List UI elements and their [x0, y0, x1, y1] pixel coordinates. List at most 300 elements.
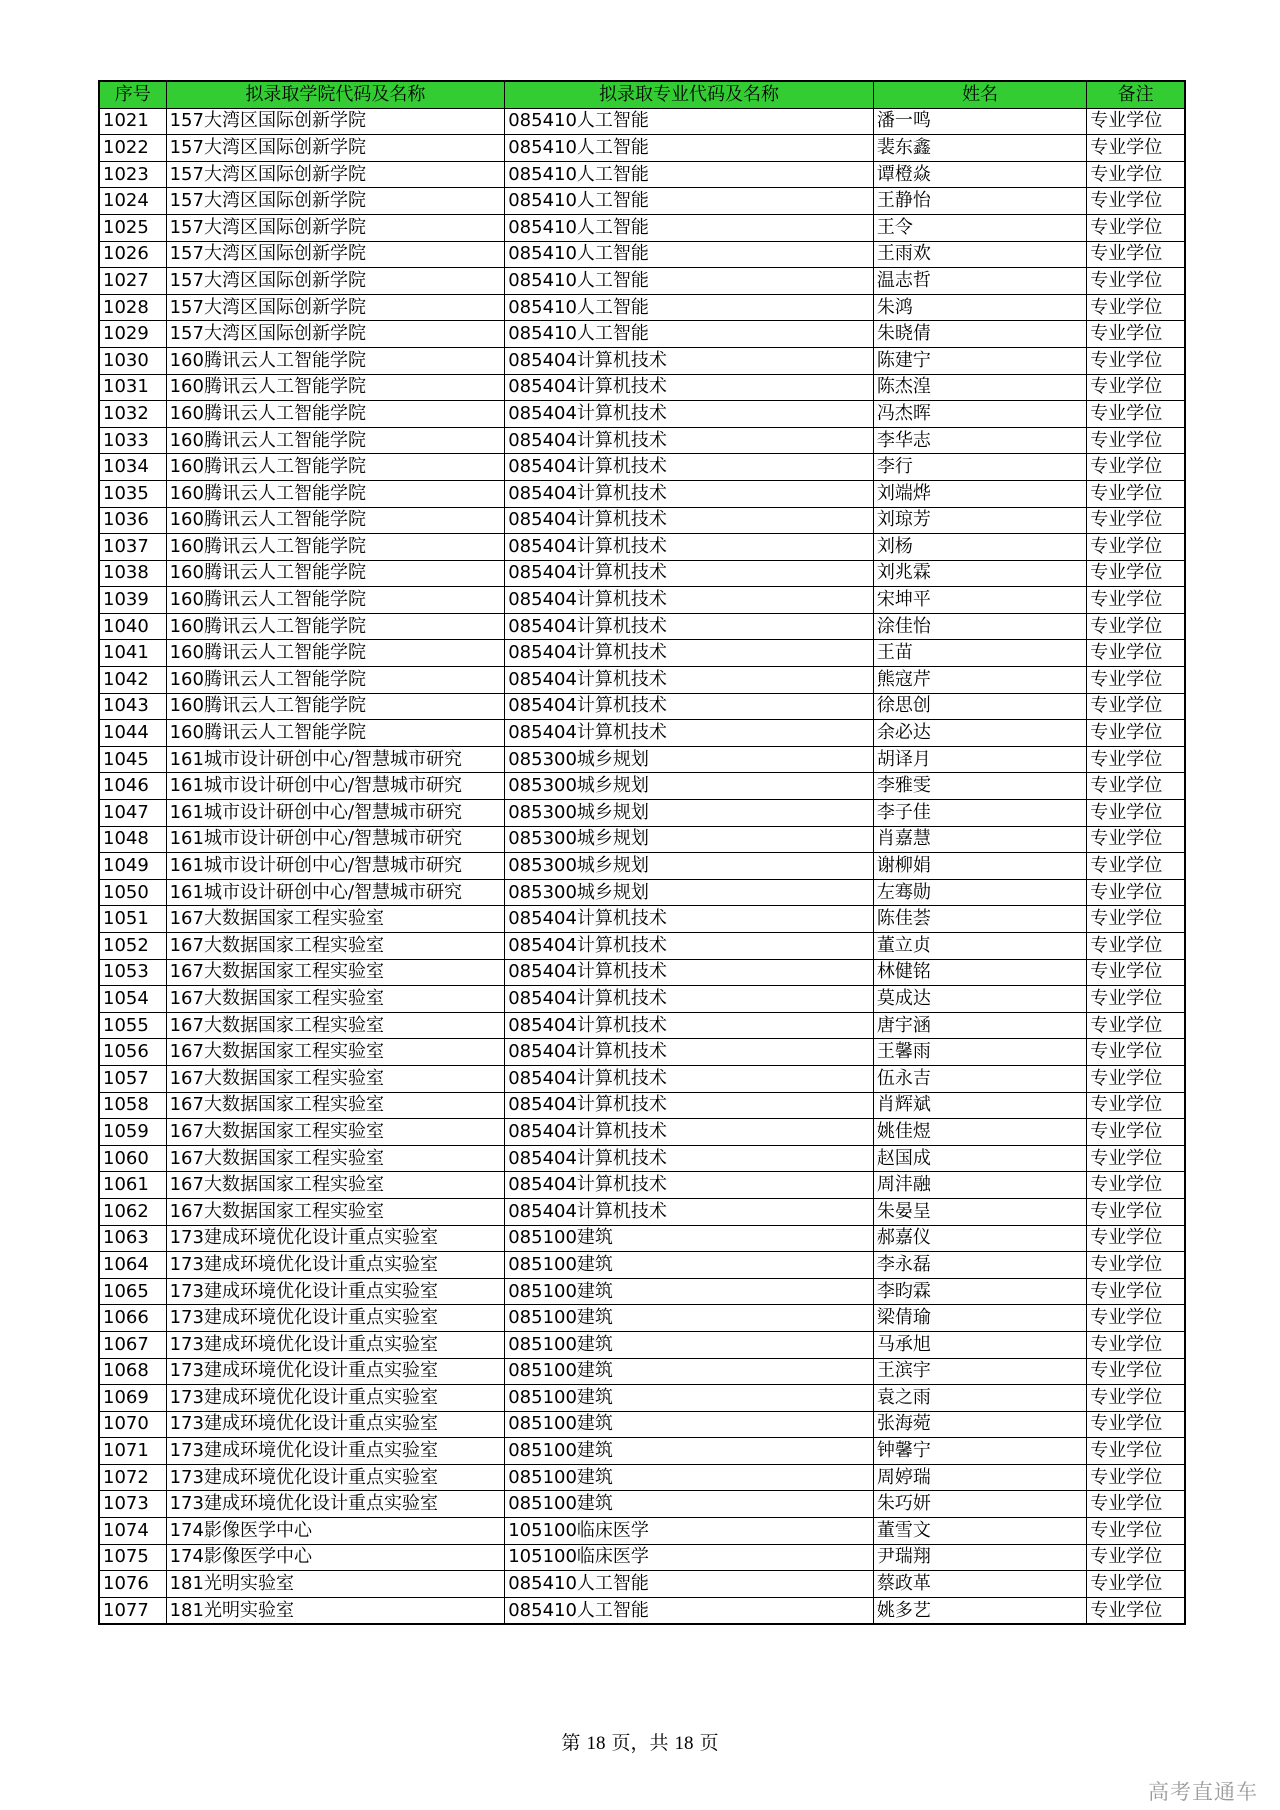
cell-name: 左骞勋: [873, 879, 1086, 906]
cell-note: 专业学位: [1087, 214, 1185, 241]
cell-major: 085100建筑: [505, 1331, 874, 1358]
cell-college: 174影像医学中心: [166, 1518, 505, 1545]
table-row: [99, 374, 1185, 401]
admission-table: [98, 80, 1186, 1625]
cell-seq: 1071: [99, 1438, 166, 1465]
cell-college: 161城市设计研创中心/智慧城市研究: [166, 800, 505, 827]
cell-college: 167大数据国家工程实验室: [166, 1092, 505, 1119]
cell-note: 专业学位: [1087, 1092, 1185, 1119]
cell-note: 专业学位: [1087, 906, 1185, 933]
cell-college: 160腾讯云人工智能学院: [166, 427, 505, 454]
cell-note: 专业学位: [1087, 1385, 1185, 1412]
cell-name: 王苗: [873, 640, 1086, 667]
cell-major: 085410人工智能: [505, 1571, 874, 1598]
table-row: [99, 1225, 1185, 1252]
watermark-text: 高考直通车: [1148, 1780, 1258, 1804]
cell-college: 160腾讯云人工智能学院: [166, 454, 505, 481]
table-body: [99, 108, 1185, 1624]
cell-name: 裴东鑫: [873, 135, 1086, 162]
cell-major: 085404计算机技术: [505, 613, 874, 640]
cell-note: 专业学位: [1087, 294, 1185, 321]
cell-major: 085100建筑: [505, 1225, 874, 1252]
cell-name: 莫成达: [873, 986, 1086, 1013]
table-row: [99, 986, 1185, 1013]
cell-note: 专业学位: [1087, 773, 1185, 800]
table-row: [99, 214, 1185, 241]
cell-major: 085404计算机技术: [505, 1145, 874, 1172]
table-row: [99, 640, 1185, 667]
cell-seq: 1037: [99, 534, 166, 561]
cell-major: 085404计算机技术: [505, 480, 874, 507]
cell-seq: 1065: [99, 1278, 166, 1305]
cell-seq: 1076: [99, 1571, 166, 1598]
cell-college: 167大数据国家工程实验室: [166, 933, 505, 960]
table-row: [99, 959, 1185, 986]
cell-major: 085404计算机技术: [505, 587, 874, 614]
cell-college: 161城市设计研创中心/智慧城市研究: [166, 746, 505, 773]
cell-college: 157大湾区国际创新学院: [166, 241, 505, 268]
cell-name: 陈建宁: [873, 347, 1086, 374]
table-row: [99, 161, 1185, 188]
cell-college: 160腾讯云人工智能学院: [166, 667, 505, 694]
cell-note: 专业学位: [1087, 374, 1185, 401]
cell-college: 174影像医学中心: [166, 1544, 505, 1571]
cell-note: 专业学位: [1087, 853, 1185, 880]
cell-name: 谭橙焱: [873, 161, 1086, 188]
table-row: [99, 1518, 1185, 1545]
cell-note: 专业学位: [1087, 667, 1185, 694]
table-row: [99, 1198, 1185, 1225]
cell-name: 刘杨: [873, 534, 1086, 561]
cell-seq: 1063: [99, 1225, 166, 1252]
cell-major: 085410人工智能: [505, 268, 874, 295]
cell-seq: 1058: [99, 1092, 166, 1119]
cell-college: 173建成环境优化设计重点实验室: [166, 1491, 505, 1518]
cell-note: 专业学位: [1087, 1012, 1185, 1039]
cell-major: 085410人工智能: [505, 214, 874, 241]
table-row: [99, 507, 1185, 534]
cell-seq: 1033: [99, 427, 166, 454]
cell-seq: 1068: [99, 1358, 166, 1385]
cell-college: 167大数据国家工程实验室: [166, 1145, 505, 1172]
cell-college: 173建成环境优化设计重点实验室: [166, 1225, 505, 1252]
cell-note: 专业学位: [1087, 560, 1185, 587]
cell-major: 085404计算机技术: [505, 427, 874, 454]
cell-seq: 1043: [99, 693, 166, 720]
cell-major: 085404计算机技术: [505, 401, 874, 428]
cell-major: 085300城乡规划: [505, 746, 874, 773]
cell-major: 085404计算机技术: [505, 374, 874, 401]
table-row: [99, 1305, 1185, 1332]
cell-college: 173建成环境优化设计重点实验室: [166, 1411, 505, 1438]
table-row: [99, 1385, 1185, 1412]
cell-seq: 1061: [99, 1172, 166, 1199]
cell-major: 085404计算机技术: [505, 560, 874, 587]
cell-name: 潘一鸣: [873, 108, 1086, 135]
cell-note: 专业学位: [1087, 427, 1185, 454]
cell-seq: 1050: [99, 879, 166, 906]
cell-seq: 1056: [99, 1039, 166, 1066]
cell-note: 专业学位: [1087, 1172, 1185, 1199]
cell-college: 173建成环境优化设计重点实验室: [166, 1464, 505, 1491]
cell-note: 专业学位: [1087, 1198, 1185, 1225]
cell-note: 专业学位: [1087, 933, 1185, 960]
cell-seq: 1074: [99, 1518, 166, 1545]
cell-name: 涂佳怡: [873, 613, 1086, 640]
cell-major: 085404计算机技术: [505, 933, 874, 960]
cell-major: 085404计算机技术: [505, 1172, 874, 1199]
cell-major: 085404计算机技术: [505, 693, 874, 720]
cell-name: 董雪文: [873, 1518, 1086, 1545]
cell-note: 专业学位: [1087, 1464, 1185, 1491]
cell-major: 085100建筑: [505, 1438, 874, 1465]
table-row: [99, 454, 1185, 481]
cell-note: 专业学位: [1087, 241, 1185, 268]
cell-major: 085300城乡规划: [505, 800, 874, 827]
cell-seq: 1073: [99, 1491, 166, 1518]
cell-major: 085410人工智能: [505, 108, 874, 135]
cell-college: 157大湾区国际创新学院: [166, 294, 505, 321]
cell-note: 专业学位: [1087, 1252, 1185, 1279]
cell-college: 173建成环境优化设计重点实验室: [166, 1278, 505, 1305]
cell-college: 161城市设计研创中心/智慧城市研究: [166, 773, 505, 800]
cell-note: 专业学位: [1087, 1305, 1185, 1332]
cell-major: 085300城乡规划: [505, 773, 874, 800]
cell-note: 专业学位: [1087, 1331, 1185, 1358]
header-name: 姓名: [873, 81, 1086, 108]
header-college: 拟录取学院代码及名称: [166, 81, 505, 108]
cell-note: 专业学位: [1087, 1065, 1185, 1092]
footer-total-pages: 18: [674, 1733, 694, 1754]
cell-college: 181光明实验室: [166, 1571, 505, 1598]
cell-seq: 1057: [99, 1065, 166, 1092]
cell-note: 专业学位: [1087, 1438, 1185, 1465]
cell-seq: 1036: [99, 507, 166, 534]
cell-seq: 1051: [99, 906, 166, 933]
cell-name: 陈佳荟: [873, 906, 1086, 933]
cell-name: 刘兆霖: [873, 560, 1086, 587]
cell-name: 马承旭: [873, 1331, 1086, 1358]
cell-seq: 1044: [99, 720, 166, 747]
cell-name: 赵国成: [873, 1145, 1086, 1172]
cell-college: 160腾讯云人工智能学院: [166, 507, 505, 534]
table-row: [99, 613, 1185, 640]
table-row: [99, 1145, 1185, 1172]
cell-major: 085100建筑: [505, 1464, 874, 1491]
cell-note: 专业学位: [1087, 188, 1185, 215]
cell-note: 专业学位: [1087, 1544, 1185, 1571]
cell-note: 专业学位: [1087, 746, 1185, 773]
cell-seq: 1072: [99, 1464, 166, 1491]
table-row: [99, 241, 1185, 268]
cell-name: 王静怡: [873, 188, 1086, 215]
table-row: [99, 1278, 1185, 1305]
cell-name: 谢柳娟: [873, 853, 1086, 880]
table-row: [99, 294, 1185, 321]
cell-college: 161城市设计研创中心/智慧城市研究: [166, 853, 505, 880]
cell-seq: 1046: [99, 773, 166, 800]
cell-seq: 1022: [99, 135, 166, 162]
cell-major: 085410人工智能: [505, 161, 874, 188]
cell-college: 167大数据国家工程实验室: [166, 1119, 505, 1146]
cell-name: 王滨宇: [873, 1358, 1086, 1385]
cell-college: 160腾讯云人工智能学院: [166, 640, 505, 667]
cell-major: 085410人工智能: [505, 294, 874, 321]
cell-note: 专业学位: [1087, 534, 1185, 561]
cell-note: 专业学位: [1087, 613, 1185, 640]
cell-seq: 1060: [99, 1145, 166, 1172]
cell-seq: 1045: [99, 746, 166, 773]
cell-college: 157大湾区国际创新学院: [166, 161, 505, 188]
table-row: [99, 906, 1185, 933]
cell-note: 专业学位: [1087, 640, 1185, 667]
cell-name: 肖辉斌: [873, 1092, 1086, 1119]
cell-major: 085300城乡规划: [505, 879, 874, 906]
cell-name: 余必达: [873, 720, 1086, 747]
cell-college: 161城市设计研创中心/智慧城市研究: [166, 879, 505, 906]
cell-seq: 1066: [99, 1305, 166, 1332]
cell-college: 160腾讯云人工智能学院: [166, 693, 505, 720]
cell-seq: 1026: [99, 241, 166, 268]
cell-seq: 1030: [99, 347, 166, 374]
table-row: [99, 1571, 1185, 1598]
table-row: [99, 746, 1185, 773]
cell-college: 157大湾区国际创新学院: [166, 321, 505, 348]
cell-note: 专业学位: [1087, 108, 1185, 135]
footer-prefix: 第: [561, 1732, 587, 1754]
table-row: [99, 268, 1185, 295]
cell-name: 温志哲: [873, 268, 1086, 295]
table-row: [99, 321, 1185, 348]
cell-seq: 1075: [99, 1544, 166, 1571]
cell-note: 专业学位: [1087, 693, 1185, 720]
cell-note: 专业学位: [1087, 1597, 1185, 1624]
table-row: [99, 1491, 1185, 1518]
cell-college: 173建成环境优化设计重点实验室: [166, 1438, 505, 1465]
cell-seq: 1047: [99, 800, 166, 827]
footer-suffix: 页: [693, 1732, 719, 1754]
cell-name: 林健铭: [873, 959, 1086, 986]
table-row: [99, 347, 1185, 374]
cell-college: 160腾讯云人工智能学院: [166, 401, 505, 428]
cell-seq: 1042: [99, 667, 166, 694]
cell-name: 朱巧妍: [873, 1491, 1086, 1518]
table-row: [99, 427, 1185, 454]
cell-name: 周婷瑞: [873, 1464, 1086, 1491]
cell-major: 085404计算机技术: [505, 454, 874, 481]
cell-major: 085100建筑: [505, 1385, 874, 1412]
cell-note: 专业学位: [1087, 587, 1185, 614]
cell-seq: 1069: [99, 1385, 166, 1412]
cell-major: 085404计算机技术: [505, 347, 874, 374]
cell-note: 专业学位: [1087, 986, 1185, 1013]
cell-major: 105100临床医学: [505, 1544, 874, 1571]
cell-note: 专业学位: [1087, 826, 1185, 853]
cell-note: 专业学位: [1087, 268, 1185, 295]
cell-note: 专业学位: [1087, 1358, 1185, 1385]
cell-note: 专业学位: [1087, 401, 1185, 428]
table-row: [99, 800, 1185, 827]
cell-seq: 1048: [99, 826, 166, 853]
cell-seq: 1027: [99, 268, 166, 295]
cell-major: 085100建筑: [505, 1278, 874, 1305]
cell-name: 胡译月: [873, 746, 1086, 773]
cell-note: 专业学位: [1087, 1225, 1185, 1252]
cell-name: 朱晏呈: [873, 1198, 1086, 1225]
cell-college: 167大数据国家工程实验室: [166, 1065, 505, 1092]
cell-major: 085404计算机技术: [505, 1012, 874, 1039]
cell-note: 专业学位: [1087, 454, 1185, 481]
cell-name: 冯杰晖: [873, 401, 1086, 428]
table-row: [99, 667, 1185, 694]
cell-seq: 1062: [99, 1198, 166, 1225]
cell-seq: 1039: [99, 587, 166, 614]
cell-major: 085300城乡规划: [505, 826, 874, 853]
cell-seq: 1021: [99, 108, 166, 135]
cell-college: 173建成环境优化设计重点实验室: [166, 1385, 505, 1412]
cell-seq: 1040: [99, 613, 166, 640]
cell-college: 161城市设计研创中心/智慧城市研究: [166, 826, 505, 853]
cell-note: 专业学位: [1087, 1119, 1185, 1146]
cell-seq: 1054: [99, 986, 166, 1013]
table-row: [99, 720, 1185, 747]
cell-major: 085404计算机技术: [505, 986, 874, 1013]
cell-college: 167大数据国家工程实验室: [166, 906, 505, 933]
cell-name: 袁之雨: [873, 1385, 1086, 1412]
cell-major: 085404计算机技术: [505, 720, 874, 747]
cell-major: 085404计算机技术: [505, 534, 874, 561]
cell-college: 167大数据国家工程实验室: [166, 959, 505, 986]
cell-major: 085404计算机技术: [505, 1039, 874, 1066]
cell-name: 张海菀: [873, 1411, 1086, 1438]
cell-college: 173建成环境优化设计重点实验室: [166, 1358, 505, 1385]
cell-note: 专业学位: [1087, 800, 1185, 827]
cell-name: 王馨雨: [873, 1039, 1086, 1066]
cell-major: 085100建筑: [505, 1252, 874, 1279]
table-row: [99, 1464, 1185, 1491]
cell-seq: 1067: [99, 1331, 166, 1358]
cell-college: 173建成环境优化设计重点实验室: [166, 1252, 505, 1279]
cell-major: 085404计算机技术: [505, 507, 874, 534]
table-row: [99, 560, 1185, 587]
cell-college: 173建成环境优化设计重点实验室: [166, 1305, 505, 1332]
cell-major: 085404计算机技术: [505, 667, 874, 694]
cell-major: 085410人工智能: [505, 188, 874, 215]
table-row: [99, 108, 1185, 135]
table-row: [99, 1252, 1185, 1279]
cell-seq: 1077: [99, 1597, 166, 1624]
cell-name: 董立贞: [873, 933, 1086, 960]
cell-college: 160腾讯云人工智能学院: [166, 534, 505, 561]
cell-seq: 1064: [99, 1252, 166, 1279]
table-row: [99, 879, 1185, 906]
cell-note: 专业学位: [1087, 1491, 1185, 1518]
cell-college: 167大数据国家工程实验室: [166, 986, 505, 1013]
cell-college: 160腾讯云人工智能学院: [166, 374, 505, 401]
table-row: [99, 1331, 1185, 1358]
cell-major: 085410人工智能: [505, 1597, 874, 1624]
cell-name: 王令: [873, 214, 1086, 241]
cell-name: 李永磊: [873, 1252, 1086, 1279]
cell-name: 朱鸿: [873, 294, 1086, 321]
cell-seq: 1049: [99, 853, 166, 880]
cell-major: 085410人工智能: [505, 135, 874, 162]
cell-major: 085404计算机技术: [505, 1065, 874, 1092]
cell-name: 熊寇芹: [873, 667, 1086, 694]
table-row: [99, 933, 1185, 960]
cell-name: 蔡政革: [873, 1571, 1086, 1598]
page-footer: [0, 1728, 1280, 1755]
cell-name: 李子佳: [873, 800, 1086, 827]
table-row: [99, 773, 1185, 800]
cell-major: 085100建筑: [505, 1411, 874, 1438]
cell-name: 尹瑞翔: [873, 1544, 1086, 1571]
cell-college: 157大湾区国际创新学院: [166, 268, 505, 295]
cell-college: 167大数据国家工程实验室: [166, 1012, 505, 1039]
cell-name: 钟馨宁: [873, 1438, 1086, 1465]
table-row: [99, 1172, 1185, 1199]
cell-note: 专业学位: [1087, 959, 1185, 986]
cell-college: 173建成环境优化设计重点实验室: [166, 1331, 505, 1358]
table-row: [99, 693, 1185, 720]
cell-seq: 1029: [99, 321, 166, 348]
cell-major: 085404计算机技术: [505, 1119, 874, 1146]
header-row: [99, 81, 1185, 108]
cell-seq: 1052: [99, 933, 166, 960]
table-row: [99, 534, 1185, 561]
cell-name: 伍永吉: [873, 1065, 1086, 1092]
cell-major: 085100建筑: [505, 1358, 874, 1385]
cell-major: 085300城乡规划: [505, 853, 874, 880]
table-row: [99, 587, 1185, 614]
cell-college: 157大湾区国际创新学院: [166, 188, 505, 215]
cell-note: 专业学位: [1087, 1411, 1185, 1438]
table-row: [99, 188, 1185, 215]
cell-note: 专业学位: [1087, 1571, 1185, 1598]
table-row: [99, 1411, 1185, 1438]
cell-name: 姚佳煜: [873, 1119, 1086, 1146]
cell-note: 专业学位: [1087, 480, 1185, 507]
table-row: [99, 1065, 1185, 1092]
cell-name: 宋坤平: [873, 587, 1086, 614]
cell-college: 157大湾区国际创新学院: [166, 108, 505, 135]
cell-college: 157大湾区国际创新学院: [166, 135, 505, 162]
cell-name: 姚多艺: [873, 1597, 1086, 1624]
cell-college: 160腾讯云人工智能学院: [166, 587, 505, 614]
cell-seq: 1035: [99, 480, 166, 507]
table-row: [99, 826, 1185, 853]
cell-name: 李雅雯: [873, 773, 1086, 800]
table-row: [99, 1092, 1185, 1119]
cell-college: 167大数据国家工程实验室: [166, 1039, 505, 1066]
cell-major: 085410人工智能: [505, 241, 874, 268]
cell-name: 刘端烨: [873, 480, 1086, 507]
table-row: [99, 1039, 1185, 1066]
cell-seq: 1038: [99, 560, 166, 587]
cell-seq: 1070: [99, 1411, 166, 1438]
cell-major: 085404计算机技术: [505, 1198, 874, 1225]
footer-middle: 页，共: [605, 1732, 675, 1754]
cell-note: 专业学位: [1087, 347, 1185, 374]
cell-note: 专业学位: [1087, 321, 1185, 348]
cell-note: 专业学位: [1087, 1518, 1185, 1545]
cell-seq: 1059: [99, 1119, 166, 1146]
footer-page-number: 18: [586, 1733, 606, 1754]
table-row: [99, 1358, 1185, 1385]
cell-seq: 1031: [99, 374, 166, 401]
table-row: [99, 1012, 1185, 1039]
cell-college: 157大湾区国际创新学院: [166, 214, 505, 241]
